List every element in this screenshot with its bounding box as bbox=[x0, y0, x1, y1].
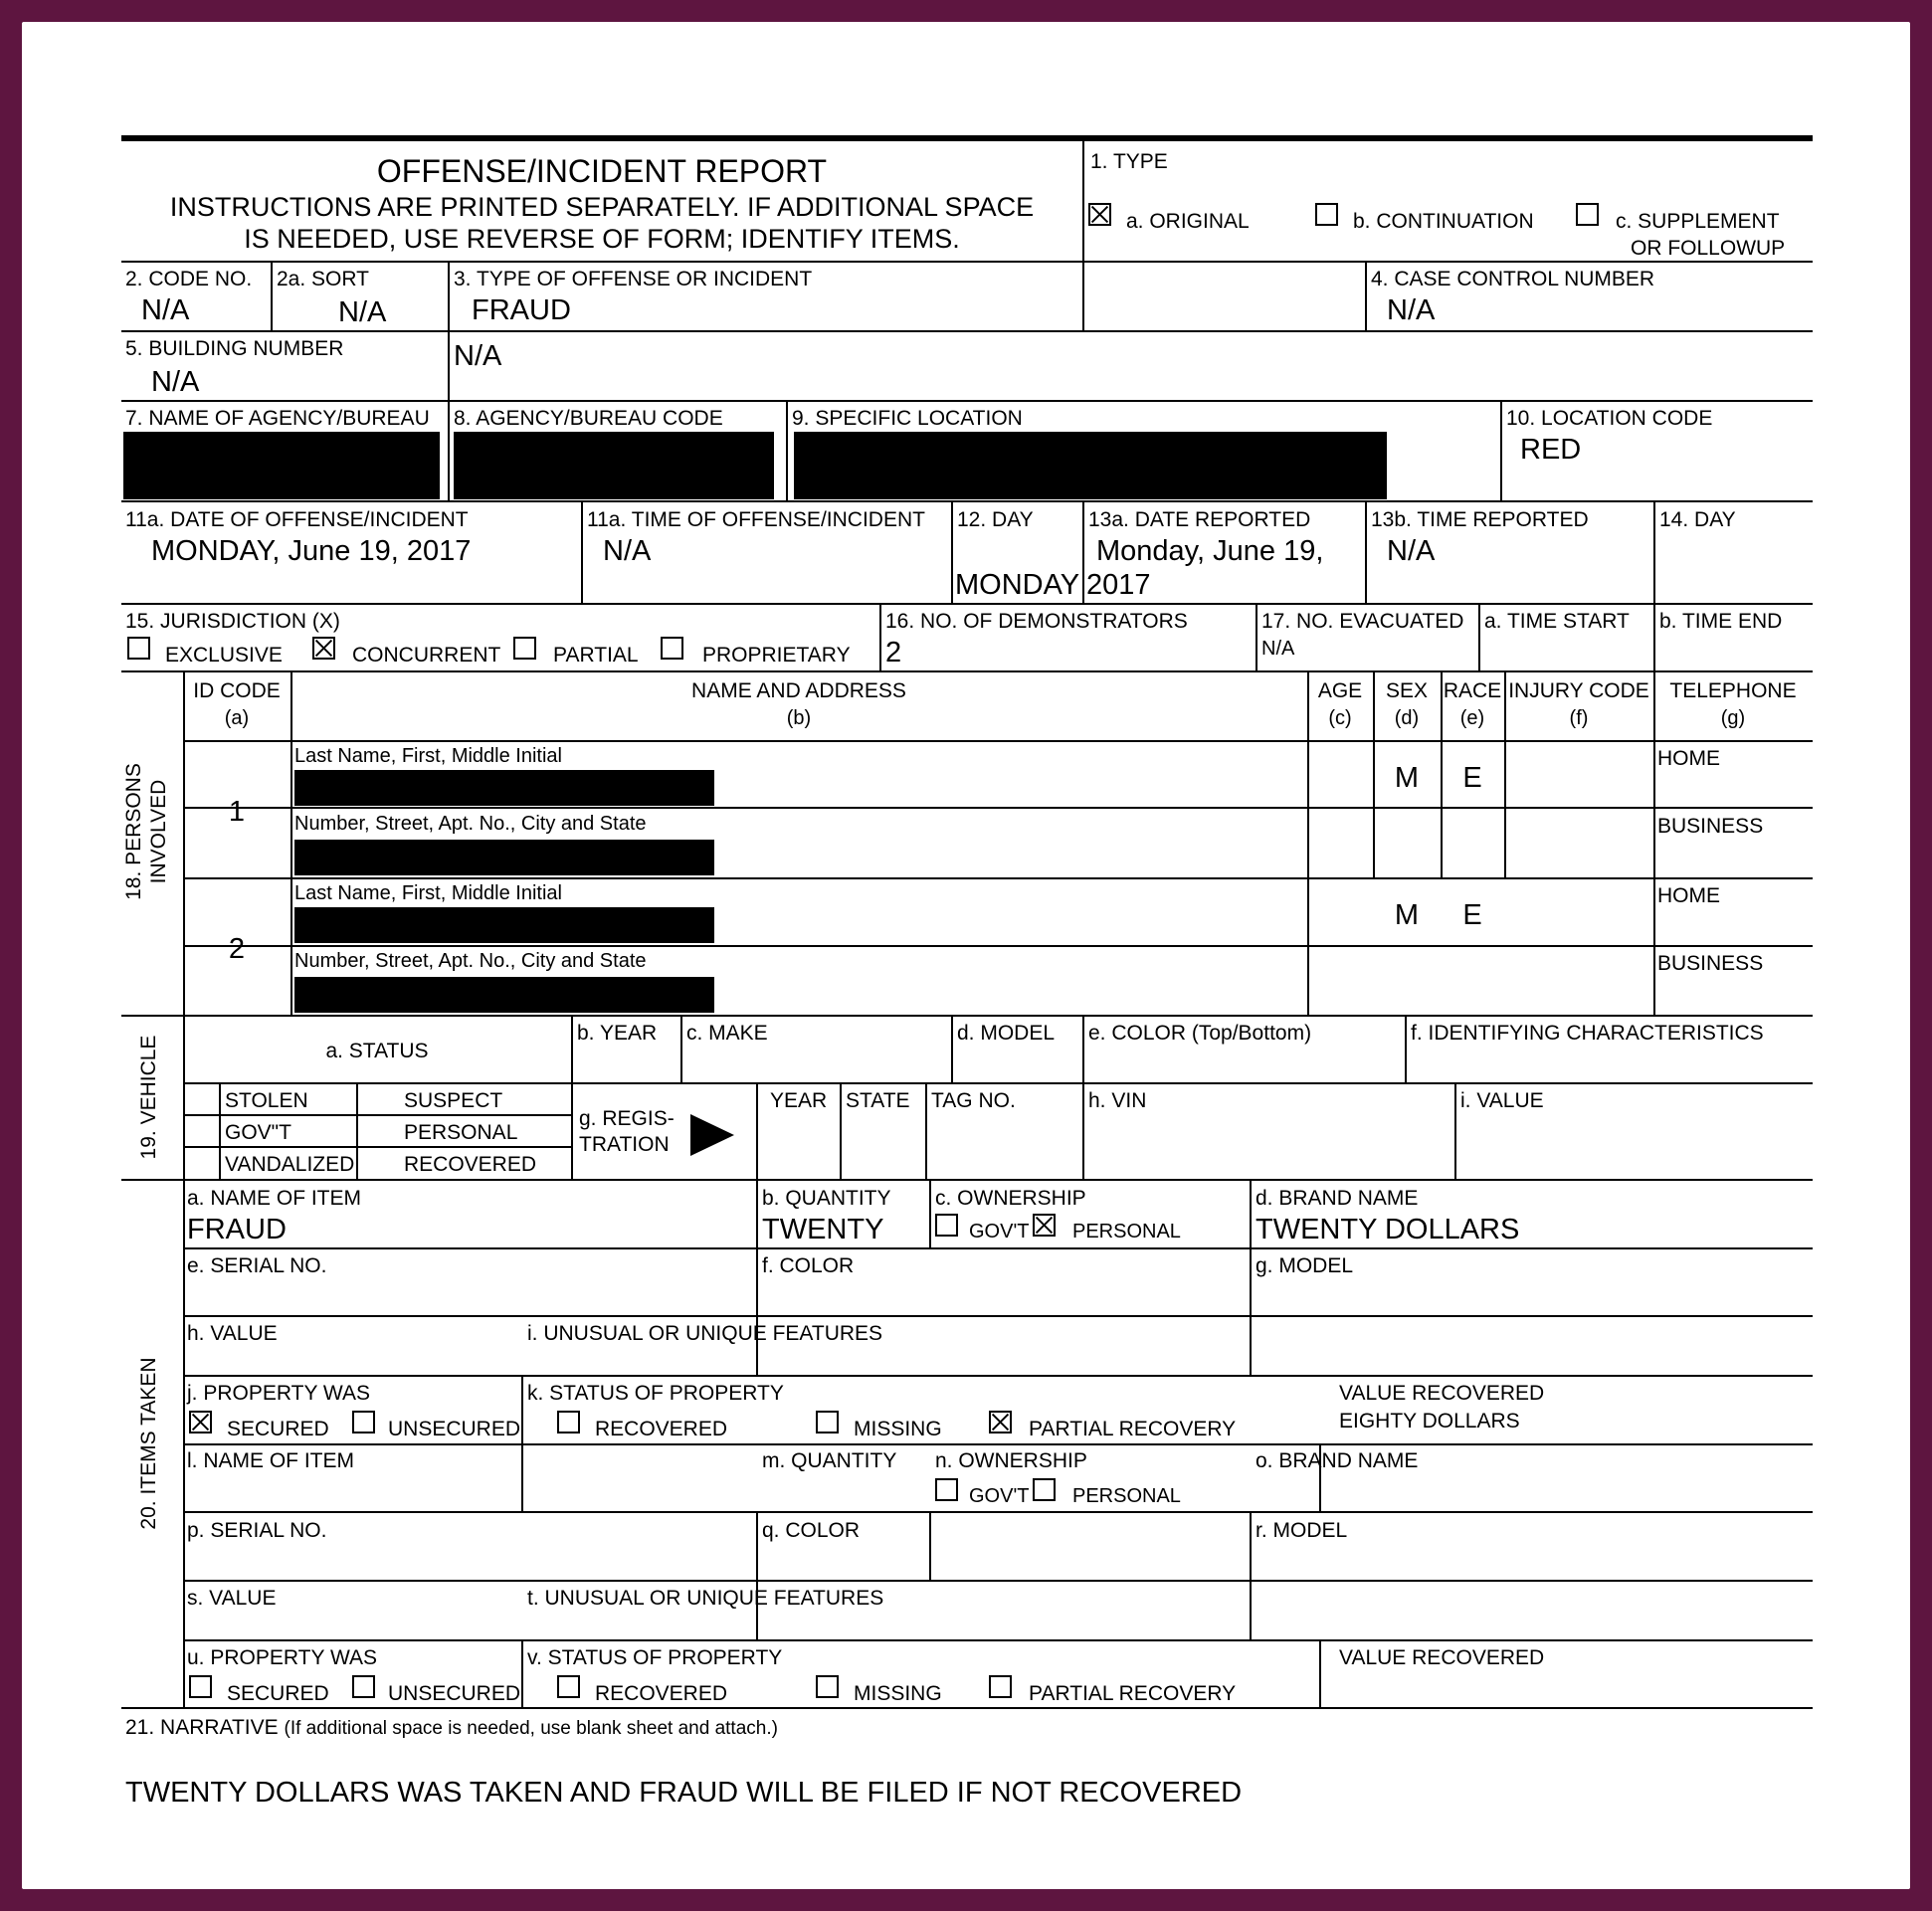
status-missing-checkbox[interactable] bbox=[816, 1411, 839, 1433]
sort-value[interactable]: N/A bbox=[338, 296, 387, 328]
day-value[interactable]: MONDAY bbox=[955, 569, 1080, 601]
property-unsecured-label: UNSECURED bbox=[388, 1418, 521, 1440]
divider bbox=[1405, 1015, 1407, 1082]
divider bbox=[1250, 1511, 1252, 1639]
person-1-business-label: BUSINESS bbox=[1657, 815, 1764, 838]
jurisdiction-label: 15. JURISDICTION (X) bbox=[125, 610, 340, 633]
registration-state-label: STATE bbox=[846, 1089, 910, 1112]
day-14-label: 14. DAY bbox=[1659, 508, 1736, 531]
jurisdiction-exclusive-label: EXCLUSIVE bbox=[165, 644, 283, 667]
jurisdiction-proprietary-checkbox[interactable] bbox=[661, 637, 683, 660]
divider bbox=[1504, 670, 1506, 877]
redaction-specific-location bbox=[794, 432, 1387, 499]
value-recovered-2-label: VALUE RECOVERED bbox=[1339, 1646, 1545, 1669]
divider bbox=[925, 1082, 927, 1179]
property-secured-label: SECURED bbox=[227, 1418, 329, 1440]
col-sex-sub: (d) bbox=[1394, 707, 1420, 729]
divider bbox=[1500, 400, 1502, 500]
divider bbox=[219, 1082, 221, 1179]
item-2-ownership-personal-checkbox[interactable] bbox=[1033, 1478, 1056, 1501]
person-1-id[interactable]: 1 bbox=[228, 796, 246, 828]
top-rule bbox=[121, 135, 1813, 141]
code-no-label: 2. CODE NO. bbox=[125, 268, 253, 290]
divider bbox=[571, 1015, 573, 1179]
redaction-agency-code bbox=[454, 432, 774, 499]
person-1-name-hint: Last Name, First, Middle Initial bbox=[294, 745, 562, 767]
registration-label: g. REGIS- bbox=[579, 1107, 675, 1130]
rule bbox=[121, 500, 1813, 502]
field-6-value[interactable]: N/A bbox=[454, 340, 502, 372]
divider bbox=[1082, 500, 1084, 603]
status-2-missing-label: MISSING bbox=[854, 1682, 942, 1705]
status-recovered-label: RECOVERED bbox=[595, 1418, 728, 1440]
evacuated-value[interactable]: N/A bbox=[1261, 638, 1295, 660]
item-2-value-label: s. VALUE bbox=[187, 1587, 277, 1610]
divider bbox=[1365, 500, 1367, 603]
divider bbox=[448, 261, 450, 400]
vehicle-value-label: i. VALUE bbox=[1460, 1089, 1544, 1112]
date-reported-value[interactable]: Monday, June 19, bbox=[1096, 535, 1324, 567]
day-label: 12. DAY bbox=[957, 508, 1034, 531]
type-supplement-label: c. SUPPLEMENT bbox=[1616, 210, 1780, 233]
person-2-id[interactable]: 2 bbox=[228, 933, 246, 965]
type-supplement-label-2: OR FOLLOWUP bbox=[1631, 237, 1786, 260]
persons-section-label bbox=[121, 742, 181, 921]
vehicle-status-recovered[interactable]: RECOVERED bbox=[404, 1153, 537, 1176]
person-1-race[interactable]: E bbox=[1462, 762, 1482, 794]
item-2-ownership-govt-label: GOV'T bbox=[969, 1485, 1030, 1507]
divider bbox=[786, 400, 788, 500]
rule bbox=[183, 877, 1813, 879]
narrative-label-text: 21. NARRATIVE bbox=[125, 1716, 279, 1739]
person-2-sex[interactable]: M bbox=[1394, 899, 1420, 931]
item-2-ownership-personal-label: PERSONAL bbox=[1072, 1485, 1181, 1507]
rule bbox=[121, 330, 1813, 332]
jurisdiction-partial-checkbox[interactable] bbox=[513, 637, 536, 660]
rule bbox=[183, 1443, 1813, 1445]
property-2-secured-label: SECURED bbox=[227, 1682, 329, 1705]
divider bbox=[756, 1082, 758, 1179]
divider bbox=[1454, 1082, 1456, 1179]
jurisdiction-concurrent-checkbox[interactable] bbox=[312, 637, 335, 660]
item-name-value[interactable]: FRAUD bbox=[187, 1214, 287, 1245]
col-injury-code-sub: (f) bbox=[1569, 707, 1589, 729]
divider bbox=[356, 1082, 358, 1179]
rule bbox=[121, 261, 1813, 263]
col-name-address-sub: (b) bbox=[786, 707, 812, 729]
person-1-address-hint: Number, Street, Apt. No., City and State bbox=[294, 813, 647, 835]
offense-date-value[interactable]: MONDAY, June 19, 2017 bbox=[151, 535, 472, 567]
status-2-recovered-checkbox[interactable] bbox=[557, 1675, 580, 1698]
divider bbox=[1082, 1015, 1084, 1179]
rule bbox=[183, 807, 1813, 809]
vehicle-status-govt[interactable]: GOV"T bbox=[225, 1121, 291, 1144]
property-2-unsecured-label: UNSECURED bbox=[388, 1682, 521, 1705]
time-reported-value[interactable]: N/A bbox=[1387, 535, 1436, 567]
type-supplement-checkbox[interactable] bbox=[1576, 203, 1599, 226]
property-2-secured-checkbox[interactable] bbox=[189, 1675, 212, 1698]
offense-date-label: 11a. DATE OF OFFENSE/INCIDENT bbox=[125, 508, 469, 531]
vehicle-section-label: 19. VEHICLE bbox=[137, 1035, 160, 1160]
item-2-name-label: l. NAME OF ITEM bbox=[187, 1449, 354, 1472]
col-telephone-sub: (g) bbox=[1720, 707, 1746, 729]
divider bbox=[756, 1179, 758, 1375]
divider bbox=[521, 1375, 523, 1511]
item-ownership-personal-label: PERSONAL bbox=[1072, 1221, 1181, 1242]
redaction-person-2-address bbox=[294, 977, 714, 1013]
time-start-label: a. TIME START bbox=[1484, 610, 1630, 633]
item-ownership-govt-label: GOV'T bbox=[969, 1221, 1030, 1242]
jurisdiction-concurrent-label: CONCURRENT bbox=[352, 644, 501, 667]
divider bbox=[1250, 1179, 1252, 1375]
offense-time-label: 11a. TIME OF OFFENSE/INCIDENT bbox=[587, 508, 925, 531]
vehicle-status-personal[interactable]: PERSONAL bbox=[404, 1121, 518, 1144]
person-2-business-label: BUSINESS bbox=[1657, 952, 1764, 975]
property-2-unsecured-checkbox[interactable] bbox=[352, 1675, 375, 1698]
rule bbox=[183, 1511, 1813, 1513]
divider bbox=[929, 1179, 931, 1247]
item-2-model-label: r. MODEL bbox=[1256, 1519, 1348, 1542]
item-ownership-govt-checkbox[interactable] bbox=[935, 1214, 958, 1237]
item-2-quantity-label: m. QUANTITY bbox=[762, 1449, 897, 1472]
rule bbox=[183, 1146, 571, 1148]
vehicle-identifying-label: f. IDENTIFYING CHARACTERISTICS bbox=[1411, 1022, 1764, 1045]
case-control-value[interactable]: N/A bbox=[1387, 294, 1436, 326]
jurisdiction-partial-label: PARTIAL bbox=[553, 644, 639, 667]
divider bbox=[879, 603, 881, 670]
col-id-code-sub: (a) bbox=[224, 707, 250, 729]
persons-section-label-line-2: INVOLVED bbox=[147, 779, 171, 884]
rule bbox=[183, 1082, 1813, 1084]
vin-label: h. VIN bbox=[1088, 1089, 1147, 1112]
item-model-label: g. MODEL bbox=[1256, 1254, 1354, 1277]
item-quantity-label: b. QUANTITY bbox=[762, 1187, 891, 1210]
jurisdiction-proprietary-label: PROPRIETARY bbox=[702, 644, 851, 667]
item-ownership-label: c. OWNERSHIP bbox=[935, 1187, 1086, 1210]
property-was-label: j. PROPERTY WAS bbox=[187, 1382, 370, 1405]
divider bbox=[1319, 1639, 1321, 1707]
item-serial-label: e. SERIAL NO. bbox=[187, 1254, 327, 1277]
item-brand-label: d. BRAND NAME bbox=[1256, 1187, 1419, 1210]
vehicle-status-suspect[interactable]: SUSPECT bbox=[404, 1089, 503, 1112]
rule bbox=[183, 1580, 1813, 1582]
divider bbox=[951, 500, 953, 603]
col-race-sub: (e) bbox=[1459, 707, 1485, 729]
vehicle-year-label: b. YEAR bbox=[577, 1022, 658, 1045]
sort-label: 2a. SORT bbox=[277, 268, 369, 290]
agency-name-label: 7. NAME OF AGENCY/BUREAU bbox=[125, 407, 430, 430]
item-name-label: a. NAME OF ITEM bbox=[187, 1187, 362, 1210]
status-partial-recovery-checkbox[interactable] bbox=[989, 1411, 1012, 1433]
time-reported-label: 13b. TIME REPORTED bbox=[1371, 508, 1589, 531]
col-name-address: NAME AND ADDRESS bbox=[691, 679, 906, 702]
divider bbox=[448, 400, 450, 500]
person-2-race[interactable]: E bbox=[1462, 899, 1482, 931]
offense-type-value[interactable]: FRAUD bbox=[472, 294, 571, 326]
specific-location-label: 9. SPECIFIC LOCATION bbox=[792, 407, 1023, 430]
narrative-hint: (If additional space is needed, use blank sheet and attach.) bbox=[284, 1718, 778, 1739]
person-1-home-label: HOME bbox=[1657, 747, 1720, 770]
item-value-label: h. VALUE bbox=[187, 1322, 278, 1345]
date-reported-label: 13a. DATE REPORTED bbox=[1088, 508, 1311, 531]
item-2-ownership-govt-checkbox[interactable] bbox=[935, 1478, 958, 1501]
col-id-code: ID CODE bbox=[193, 679, 281, 702]
rule bbox=[183, 1639, 1813, 1641]
instructions-line-2: IS NEEDED, USE REVERSE OF FORM; IDENTIFY ITEMS. bbox=[244, 224, 960, 254]
divider bbox=[840, 1082, 842, 1179]
redaction-agency-name bbox=[123, 432, 440, 499]
rule bbox=[121, 1179, 1813, 1181]
value-recovered-label: VALUE RECOVERED bbox=[1339, 1382, 1545, 1405]
persons-section-label-line-1: 18. PERSONS bbox=[122, 763, 145, 900]
rule bbox=[183, 1247, 1813, 1249]
status-2-recovered-label: RECOVERED bbox=[595, 1682, 728, 1705]
items-section-label: 20. ITEMS TAKEN bbox=[137, 1357, 160, 1530]
building-number-value[interactable]: N/A bbox=[151, 366, 200, 398]
item-color-label: f. COLOR bbox=[762, 1254, 855, 1277]
paper bbox=[22, 22, 1910, 1889]
status-2-partial-recovery-label: PARTIAL RECOVERY bbox=[1029, 1682, 1237, 1705]
col-sex: SEX bbox=[1385, 679, 1429, 702]
divider bbox=[756, 1511, 758, 1639]
item-2-serial-label: p. SERIAL NO. bbox=[187, 1519, 327, 1542]
rule bbox=[121, 400, 1813, 402]
rule bbox=[121, 1015, 1813, 1017]
person-2-home-label: HOME bbox=[1657, 884, 1720, 907]
type-original-label: a. ORIGINAL bbox=[1126, 210, 1250, 233]
divider bbox=[1256, 603, 1257, 670]
item-quantity-value[interactable]: TWENTY bbox=[762, 1214, 884, 1245]
divider bbox=[680, 1015, 682, 1082]
status-recovered-checkbox[interactable] bbox=[557, 1411, 580, 1433]
value-recovered-value[interactable]: EIGHTY DOLLARS bbox=[1339, 1410, 1520, 1433]
divider bbox=[521, 1639, 523, 1707]
redaction-person-1-name bbox=[294, 770, 714, 806]
vehicle-color-label: e. COLOR (Top/Bottom) bbox=[1088, 1022, 1312, 1045]
divider bbox=[1365, 261, 1367, 330]
person-2-address-hint: Number, Street, Apt. No., City and State bbox=[294, 950, 647, 972]
rule bbox=[183, 1375, 1813, 1377]
vehicle-status-vandalized[interactable]: VANDALIZED bbox=[225, 1153, 355, 1176]
vehicle-status-stolen[interactable]: STOLEN bbox=[225, 1089, 308, 1112]
property-status-label: k. STATUS OF PROPERTY bbox=[527, 1382, 784, 1405]
rule bbox=[183, 1114, 571, 1116]
form-title: OFFENSE/INCIDENT REPORT bbox=[376, 153, 828, 189]
divider bbox=[1478, 603, 1480, 670]
type-label: 1. TYPE bbox=[1090, 150, 1168, 173]
type-continuation-checkbox[interactable] bbox=[1315, 203, 1338, 226]
item-ownership-personal-checkbox[interactable] bbox=[1033, 1214, 1056, 1237]
date-reported-value-2[interactable]: 2017 bbox=[1086, 569, 1151, 601]
building-number-label: 5. BUILDING NUMBER bbox=[125, 337, 344, 360]
col-race: RACE bbox=[1443, 679, 1502, 702]
status-missing-label: MISSING bbox=[854, 1418, 942, 1440]
property-unsecured-checkbox[interactable] bbox=[352, 1411, 375, 1433]
rule bbox=[183, 1315, 1813, 1317]
registration-year-label: YEAR bbox=[770, 1089, 828, 1112]
jurisdiction-exclusive-checkbox[interactable] bbox=[127, 637, 150, 660]
vehicle-make-label: c. MAKE bbox=[686, 1022, 768, 1045]
rule bbox=[121, 1707, 1813, 1709]
divider bbox=[581, 500, 583, 603]
instructions-line-1: INSTRUCTIONS ARE PRINTED SEPARATELY. IF ADDITIONAL SPACE bbox=[169, 192, 1035, 222]
demonstrators-value[interactable]: 2 bbox=[885, 637, 902, 669]
rule bbox=[121, 670, 1813, 672]
play-arrow-icon bbox=[690, 1114, 734, 1156]
offense-time-value[interactable]: N/A bbox=[603, 535, 652, 567]
time-end-label: b. TIME END bbox=[1659, 610, 1783, 633]
offense-type-label: 3. TYPE OF OFFENSE OR INCIDENT bbox=[454, 268, 813, 290]
col-age: AGE bbox=[1317, 679, 1363, 702]
redaction-person-1-address bbox=[294, 840, 714, 875]
col-age-sub: (c) bbox=[1328, 707, 1352, 729]
narrative-text[interactable]: TWENTY DOLLARS WAS TAKEN AND FRAUD WILL BE FILED IF NOT RECOVERED bbox=[125, 1777, 1243, 1809]
divider bbox=[951, 1015, 953, 1082]
divider bbox=[1082, 137, 1084, 330]
col-telephone: TELEPHONE bbox=[1669, 679, 1797, 702]
code-no-value[interactable]: N/A bbox=[141, 294, 190, 326]
agency-code-label: 8. AGENCY/BUREAU CODE bbox=[454, 407, 723, 430]
registration-tag-label: TAG NO. bbox=[931, 1089, 1016, 1112]
narrative-label bbox=[125, 1717, 778, 1738]
divider bbox=[271, 261, 273, 330]
divider bbox=[929, 1511, 931, 1580]
offense-incident-report-form bbox=[121, 135, 1813, 1809]
person-2-name-hint: Last Name, First, Middle Initial bbox=[294, 882, 562, 904]
vehicle-status-label: a. STATUS bbox=[325, 1040, 429, 1062]
rule bbox=[183, 740, 1813, 742]
item-brand-value[interactable]: TWENTY DOLLARS bbox=[1256, 1214, 1520, 1245]
location-code-value[interactable]: RED bbox=[1520, 434, 1582, 466]
item-2-brand-label: o. BRAND NAME bbox=[1256, 1449, 1419, 1472]
divider bbox=[1653, 500, 1655, 670]
status-2-missing-checkbox[interactable] bbox=[816, 1675, 839, 1698]
evacuated-label: 17. NO. EVACUATED bbox=[1261, 610, 1464, 633]
item-2-features-label: t. UNUSUAL OR UNIQUE FEATURES bbox=[527, 1587, 884, 1610]
status-partial-recovery-label: PARTIAL RECOVERY bbox=[1029, 1418, 1237, 1440]
property-secured-checkbox[interactable] bbox=[189, 1411, 212, 1433]
rule bbox=[183, 945, 1813, 947]
item-2-ownership-label: n. OWNERSHIP bbox=[935, 1449, 1087, 1472]
demonstrators-label: 16. NO. OF DEMONSTRATORS bbox=[885, 610, 1188, 633]
case-control-label: 4. CASE CONTROL NUMBER bbox=[1371, 268, 1655, 290]
item-2-color-label: q. COLOR bbox=[762, 1519, 861, 1542]
property-2-status-label: v. STATUS OF PROPERTY bbox=[527, 1646, 783, 1669]
location-code-label: 10. LOCATION CODE bbox=[1506, 407, 1713, 430]
rule bbox=[121, 603, 1813, 605]
status-2-partial-recovery-checkbox[interactable] bbox=[989, 1675, 1012, 1698]
property-2-was-label: u. PROPERTY WAS bbox=[187, 1646, 377, 1669]
registration-label-2: TRATION bbox=[579, 1133, 670, 1156]
person-1-sex[interactable]: M bbox=[1394, 762, 1420, 794]
col-injury-code: INJURY CODE bbox=[1508, 679, 1649, 702]
type-continuation-label: b. CONTINUATION bbox=[1353, 210, 1534, 233]
vehicle-model-label: d. MODEL bbox=[957, 1022, 1056, 1045]
type-original-checkbox[interactable] bbox=[1088, 203, 1111, 226]
item-features-label: i. UNUSUAL OR UNIQUE FEATURES bbox=[527, 1322, 883, 1345]
redaction-person-2-name bbox=[294, 907, 714, 943]
